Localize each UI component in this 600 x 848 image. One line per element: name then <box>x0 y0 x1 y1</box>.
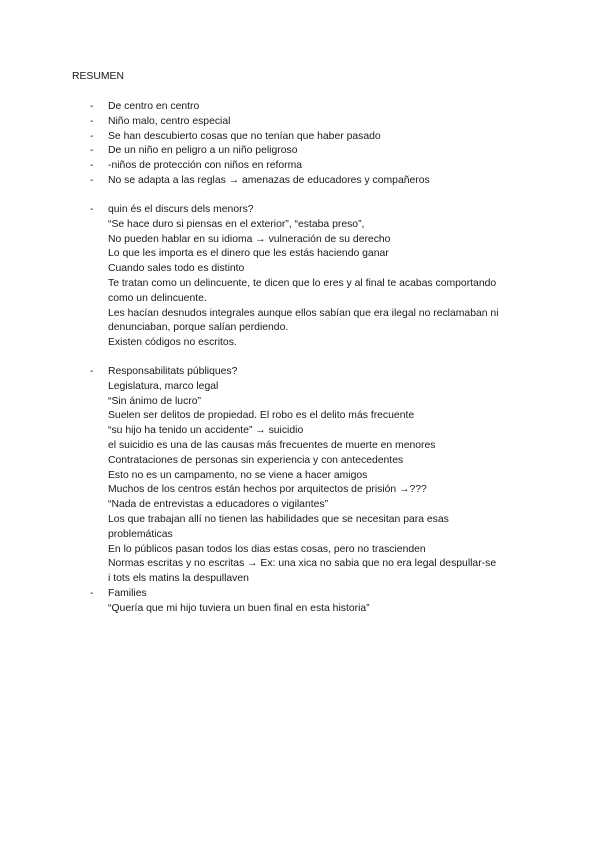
text-line: como un delincuente. <box>108 292 207 304</box>
text-line: Los que trabajan allí no tienen las habilidades que se necesitan para esas <box>108 513 449 525</box>
text-line: No pueden hablar en su idioma → vulneración de su derecho <box>108 233 391 245</box>
page-title: RESUMEN <box>72 71 124 82</box>
text-line: problemáticas <box>108 528 173 540</box>
text-line: Esto no es un campamento, no se viene a hacer amigos <box>108 469 368 481</box>
text-line: Te tratan como un delincuente, te dicen que lo eres y al final te acabas comportando <box>108 277 497 289</box>
list-item: - De centro en centro <box>0 100 600 115</box>
text-line: Lo que les importa es el dinero que les estás haciendo ganar <box>108 248 389 260</box>
text-line: Normas escritas y no escritas → Ex: una xica no sabia que no era legal despullar-se <box>108 558 497 570</box>
list-item: - Se han descubierto cosas que no tenían que haber pasado <box>0 130 600 145</box>
bullet-dash: - <box>90 587 94 599</box>
minors-discourse-section <box>0 203 600 351</box>
text-line: i tots els matins la despullaven <box>108 573 249 585</box>
list-item: - No se adapta a las reglas → amenazas de educadores y compañeros <box>0 174 600 189</box>
text-line: En lo públicos pasan todos los dias estas cosas, pero no trascienden <box>108 543 426 555</box>
text-line: “Sin ánimo de lucro” <box>108 395 201 407</box>
text-line: Existen códigos no escritos. <box>108 337 237 349</box>
text-line: Les hacían desnudos integrales aunque ellos sabían que era ilegal no reclamaban ni <box>108 307 499 319</box>
text-line: Suelen ser delitos de propiedad. El robo es el delito más frecuente <box>108 410 415 422</box>
bullet-dash: - <box>90 130 94 142</box>
public-responsibilities-section <box>0 365 600 617</box>
bullet-dash: - <box>90 145 94 157</box>
bullet-dash: - <box>90 174 94 186</box>
bullet-dash: - <box>90 115 94 127</box>
text-line: Cuando sales todo es distinto <box>108 263 245 275</box>
text-line: “Se hace duro si piensas en el exterior”, “estaba preso”, <box>108 218 365 230</box>
text-line: “Nada de entrevistas a educadores o vigilantes” <box>108 499 329 511</box>
bullet-dash: - <box>90 101 94 112</box>
text-line: “su hijo ha tenido un accidente” → suicidio <box>108 425 304 437</box>
list-item: - -niños de protección con niños en reforma <box>0 159 600 174</box>
summary-list <box>0 100 600 189</box>
bullet-dash: - <box>90 160 94 172</box>
section-heading: - Families <box>0 587 600 602</box>
text-line: el suicidio es una de las causas más frecuentes de muerte en menores <box>108 439 436 451</box>
text-line: Legislatura, marco legal <box>108 380 219 392</box>
section-heading: - Responsabilitats públiques? <box>0 365 600 380</box>
list-item: - De un niño en peligro a un niño peligroso <box>0 144 600 159</box>
text-line: denunciaban, porque salían perdiendo. <box>108 322 289 334</box>
text-line: Contrataciones de personas sin experiencia y con antecedentes <box>108 454 404 466</box>
text-line: Muchos de los centros están hechos por arquitectos de prisión →??? <box>108 484 427 496</box>
list-item: - Niño malo, centro especial <box>0 115 600 130</box>
text-line: “Quería que mi hijo tuviera un buen final en esta historia” <box>108 602 370 614</box>
bullet-dash: - <box>90 204 94 215</box>
section-heading: - quin és el discurs dels menors? <box>0 203 600 218</box>
bullet-dash: - <box>90 366 94 377</box>
